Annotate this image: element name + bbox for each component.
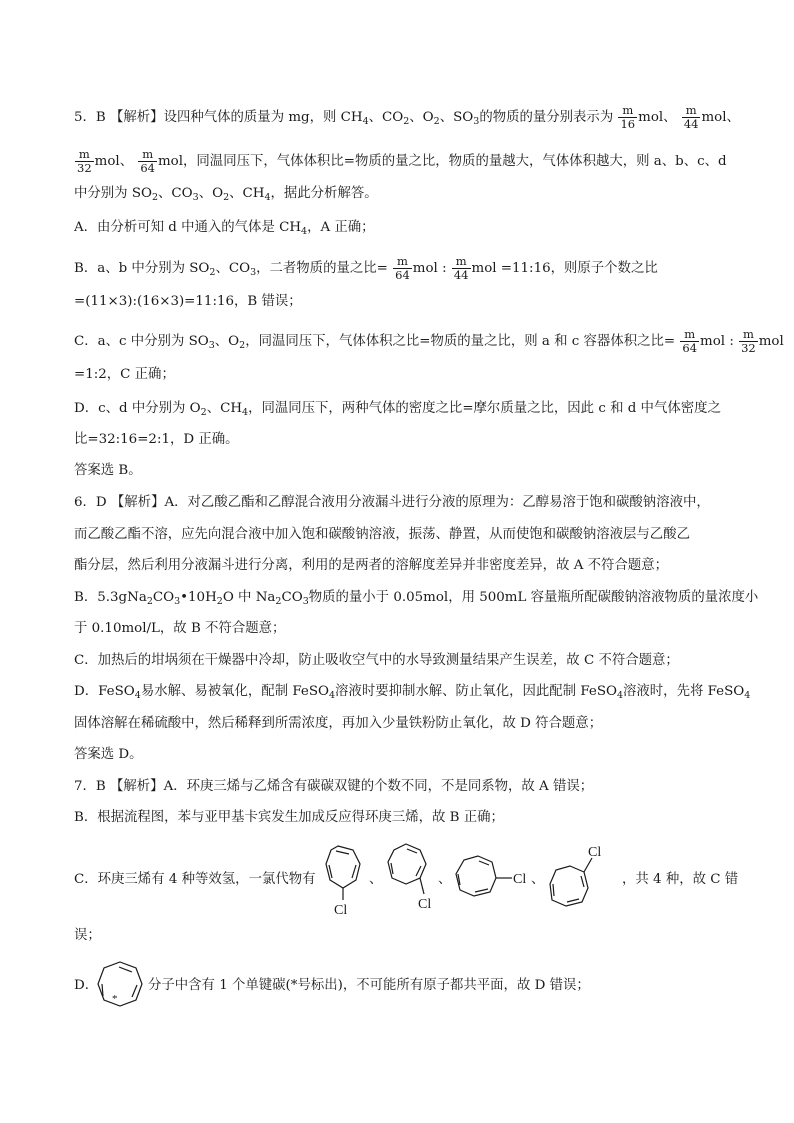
separator: 、 (531, 872, 545, 887)
q6-option-d-cont: 固体溶解在稀硫酸中，然后稀释到所需浓度，再加入少量铁粉防止氧化，故 D 符合题意； (74, 716, 603, 731)
q5-option-c-cont: =1:2，C 正确； (74, 367, 175, 382)
cycloheptatriene-structure (94, 958, 148, 1012)
chlorocycloheptatriene-structure-1 (316, 838, 376, 918)
q7-option-d-text: 分子中含有 1 个单键碳(*号标出)，不可能所有原子都共平面，故 D 错误； (148, 978, 590, 993)
chlorine-label: Cl (588, 845, 602, 860)
q6-line-3: 酯分层，然后利用分液漏斗进行分离，利用的是两者的溶解度差异并非密度差异，故 A 不符合题意； (74, 558, 668, 573)
q6-line-2: 而乙酸乙酯不溶，应先向混合液中加入饱和碳酸钠溶液，振荡、静置，从而使饱和碳酸钠溶液层与乙酸乙 (74, 527, 690, 542)
q6-option-b: B．$5.3gNa_2CO_3•10H_2O$ 中 $Na_2CO_3$物质的量小于 0.05mol，用 500mL 容量瓶所配碳酸钠溶液物质的量浓度小 (74, 590, 759, 607)
q5-option-c: C．a、c 中分别为 $SO_3$、$O_2$，同温同压下，气体体积之比=物质的量之比，则 a 和 c 容器体积之比= $\frac{m}{64}$ mol : $\frac{m}{32}$ mol (74, 327, 784, 355)
chlorine-label: Cl (513, 872, 527, 887)
q6-answer: 答案选 D。 (74, 747, 143, 762)
chlorine-label: Cl (418, 897, 432, 912)
separator: 、 (438, 872, 452, 887)
q7-option-d-label: D． (74, 978, 99, 993)
chlorocycloheptatriene-structure-2 (382, 838, 442, 918)
fraction-m-32: $\frac{m}{32}$ (77, 147, 92, 175)
q7-option-c-tail: ，共 4 种，故 C 错 (622, 872, 739, 887)
q5-option-d-cont: 比=32:16=2:1，D 正确。 (74, 432, 239, 447)
q7-line-1: 7．B 【解析】A．环庚三烯与乙烯含有碳碳双键的个数不同，不是同系物，故 A 错误； (74, 779, 594, 794)
fraction-m-64: $\frac{m}{64}$ (140, 147, 155, 175)
fraction-m-44: $\frac{m}{44}$ (453, 254, 469, 282)
chlorocycloheptatriene-structure-3 (452, 852, 532, 908)
q5-line-3: 中分别为 $SO_2$、$CO_3$、$O_2$、$CH_4$，据此分析解答。 (74, 186, 378, 203)
fraction-m-64: $\frac{m}{64}$ (395, 254, 410, 282)
fraction-m-44: $\frac{m}{44}$ (683, 103, 699, 131)
q5-answer: 答案选 B。 (74, 463, 142, 478)
q6-line-1: 6．D 【解析】A．对乙酸乙酯和乙醇混合液用分液漏斗进行分液的原理为：乙醇易溶于饱和碳酸钠溶液中， (74, 495, 710, 510)
single-bond-carbon-star: * (112, 993, 118, 1005)
separator: 、 (369, 872, 383, 887)
q5-option-b: B．a、b 中分别为 $SO_2$、$CO_3$，二者物质的量之比= $\frac{m}{64}$ mol : $\frac{m}{44}$ mol =11:16，则原子个数之比 (74, 254, 658, 282)
q5-line-2: $\frac{m}{32}$ mol、 $\frac{m}{64}$ mol，同温同压下，气体体积比=物质的量之比，物质的量越大，气体体积越大，则 a、b、c、d (77, 147, 727, 175)
q6-option-c: C．加热后的坩埚须在干燥器中冷却，防止吸收空气中的水导致测量结果产生误差，故 C 不符合题意； (74, 653, 679, 668)
q6-option-d: D．FeSO$_4$易水解、易被氧化，配制 FeSO$_4$溶液时要抑制水解、防止氧化，因此配制 FeSO$_4$溶液时，先将 FeSO$_4$ (74, 684, 751, 701)
q5-option-a: A．由分析可知 d 中通入的气体是 $CH_4$，A 正确； (74, 220, 375, 237)
q7-option-b: B．根据流程图，苯与亚甲基卡宾发生加成反应得环庚三烯，故 B 正确； (74, 810, 504, 825)
q7-option-c-text: C．环庚三烯有 4 种等效氢，一氯代物有 (74, 872, 316, 887)
fraction-m-16: $\frac{m}{16}$ (620, 103, 636, 131)
q5-option-b-cont: =(11×3):(16×3)=11:16，B 错误； (74, 294, 302, 309)
chlorocycloheptatriene-structure-4 (548, 846, 618, 920)
fraction-m-32: $\frac{m}{32}$ (741, 327, 756, 355)
fraction-m-64: $\frac{m}{64}$ (682, 327, 698, 355)
chlorine-label: Cl (334, 903, 348, 918)
q5-line-1: 5．B 【解析】设四种气体的质量为 mg，则 $CH_4$、$CO_2$、$O_2$、$SO_3$的物质的量分别表示为 $\frac{m}{16}$ mol、 $\frac{m}{44}$ mol、 (74, 103, 740, 131)
q6-option-b-cont: 于 0.10mol/L，故 B 不符合题意； (74, 621, 286, 636)
q5-option-d: D．c、d 中分别为 $O_2$、$CH_4$，同温同压下，两种气体的密度之比=摩尔质量之比，因此 c 和 d 中气体密度之 (74, 401, 721, 418)
q7-option-c-cont: 误； (74, 928, 101, 943)
